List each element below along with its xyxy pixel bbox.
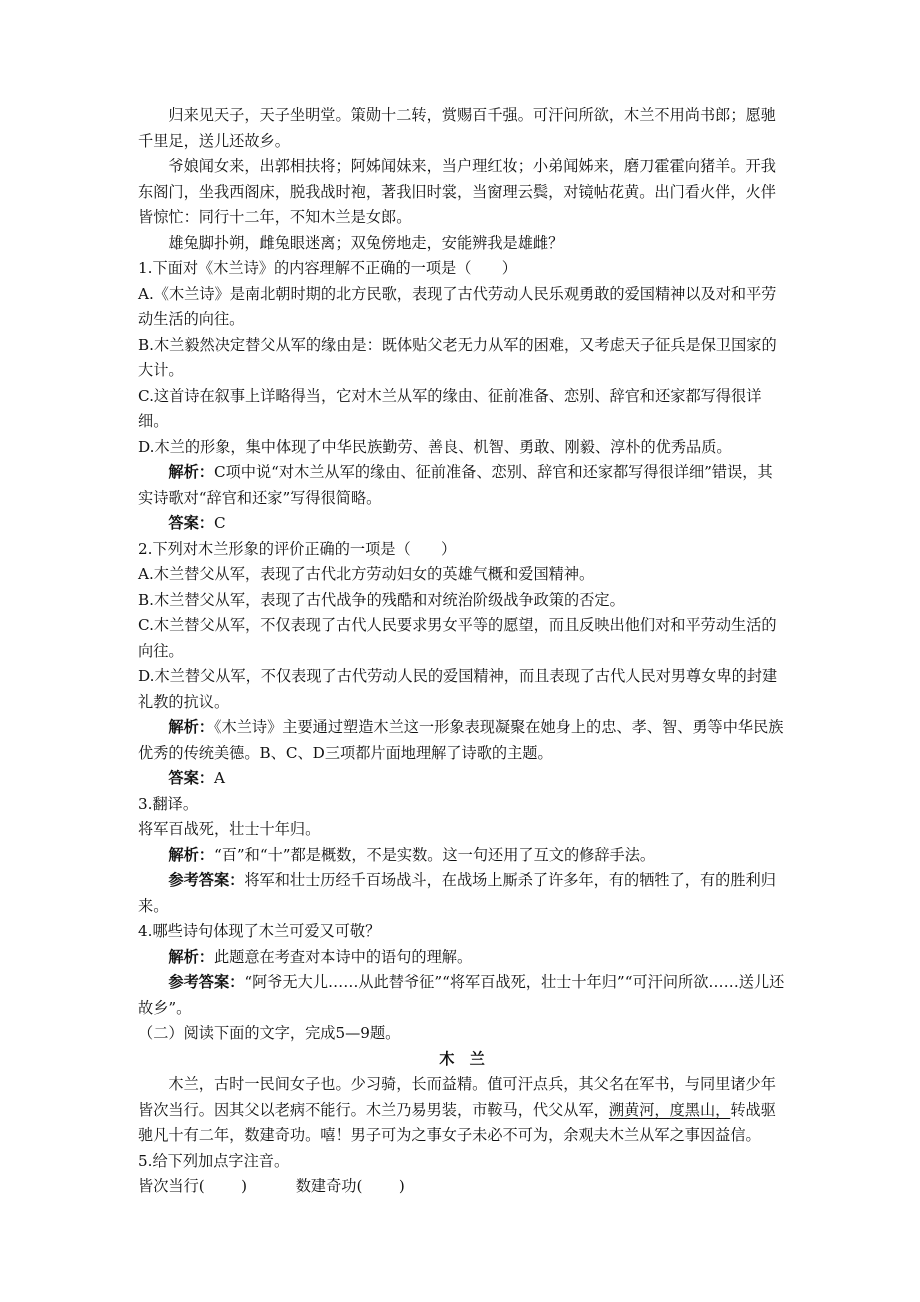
ref-answer-label: 参考答案： [168,871,245,889]
question-3-analysis-text: “百”和“十”都是概数，不是实数。这一句还用了互文的修辞手法。 [213,845,656,864]
analysis-label: 解析： [168,463,214,481]
question-2-option-a: A.木兰替父从军，表现了古代北方劳动妇女的英雄气概和爱国精神。 [138,565,595,583]
question-5-stem: 5.给下列加点字注音。 [138,1151,290,1170]
question-1-stem: 1.下面对《木兰诗》的内容理解不正确的一项是（ ） [138,259,517,277]
question-2-analysis [138,715,786,766]
question-3-ref-answer-text: 将军和壮士历经千百场战斗，在战场上厮杀了许多年，有的牺牲了，有的胜利归来。 [138,871,776,915]
question-2-option-d: D.木兰替父从军，不仅表现了古代劳动人民的爱国精神，而且表现了古代人民对男尊女卑的封建礼教的抗议。 [138,667,778,711]
question-4-stem: 4.哪些诗句体现了木兰可爱又可敬？ [138,922,381,940]
question-2-answer-text: A [213,769,225,787]
question-2-option-b: B.木兰替父从军，表现了古代战争的残酷和对统治阶级战争政策的否定。 [138,590,625,609]
passage-text-after: 转战驱驰凡十有二年，数建奇功。嘻！男子可为之事女子未必不可为，余观夫木兰从军之事因益信。 [138,1100,776,1144]
question-1-answer-text: C [213,514,226,532]
question-3-sentence: 将军百战死，壮士十年归。 [138,820,321,838]
passage-title: 木兰 [439,1049,500,1068]
question-2-stem: 2.下列对木兰形象的评价正确的一项是（ ） [138,539,457,558]
question-1-option-a: A.《木兰诗》是南北朝时期的北方民歌，表现了古代劳动人民乐观勇敢的爱国精神以及对和平劳动生活的向往。 [138,284,777,328]
question-4-ref-answer [138,970,786,1021]
question-2-analysis-text: 《木兰诗》主要通过塑造木兰这一形象表现凝聚在她身上的忠、孝、智、勇等中华民族优秀的传统美德。B、C、D三项都片面地理解了诗歌的主题。 [138,718,784,762]
answer-label: 答案： [168,514,214,532]
question-1-answer [138,511,786,537]
question-5-items [138,1174,786,1200]
section-2-heading: （二）阅读下面的文字，完成5—9题。 [138,1024,401,1042]
question-5-item-2: 数建奇功( [295,1177,363,1195]
question-1-analysis-text: C项中说“对木兰从军的缘由、征前准备、恋别、辞官和还家都写得很详细”错误，其实诗歌对“辞官和还家”写得很简略。 [138,463,773,507]
passage-text [138,1072,786,1149]
question-3-ref-answer [138,868,786,919]
analysis-label: 解析： [168,845,214,864]
question-2-answer [138,766,786,792]
question-1-option-c: C.这首诗在叙事上详略得当，它对木兰从军的缘由、征前准备、恋别、辞官和还家都写得很详细。 [138,386,762,430]
poem-paragraph-3: 雄兔脚扑朔，雌兔眼迷离；双兔傍地走，安能辨我是雄雌？ [168,233,564,252]
question-3-stem: 3.翻译。 [138,794,199,813]
question-3-analysis [138,843,786,869]
question-4-ref-answer-text: “阿爷无大儿……从此替爷征”“将军百战死，壮士十年归”“可汗问所欲……送儿还故乡”。 [138,973,785,1017]
answer-label: 答案： [168,769,214,787]
question-4-analysis [138,945,786,971]
analysis-label: 解析： [168,718,214,736]
question-1-option-d: D.木兰的形象，集中体现了中华民族勤劳、善良、机智、勇敢、刚毅、淳朴的优秀品质。 [138,437,732,456]
passage-underlined-text: 溯黄河，度黑山， [608,1100,731,1119]
question-1-option-b: B.木兰毅然决定替父从军的缘由是：既体贴父老无力从军的困难，又考虑天子征兵是保卫国家的大计。 [138,335,777,379]
question-2-option-c: C.木兰替父从军，不仅表现了古代人民要求男女平等的愿望，而且反映出他们对和平劳动生活的向往。 [138,616,777,660]
poem-paragraph-2: 爷娘闻女来，出郭相扶将；阿姊闻妹来，当户理红妆；小弟闻姊来，磨刀霍霍向猪羊。开我东阁门，坐我西阁床，脱我战时袍，著我旧时裳，当窗理云鬓，对镜帖花黄。出门看火伴，火伴皆惊忙：同行十二年，不知木兰是女郎。 [138,157,776,226]
ref-answer-label: 参考答案： [168,973,245,991]
poem-paragraph-1: 归来见天子，天子坐明堂。策勋十二转，赏赐百千强。可汗问所欲，木兰不用尚书郎；愿驰千里足，送儿还故乡。 [138,106,776,150]
close-paren: ) [398,1177,405,1195]
analysis-label: 解析： [168,947,214,966]
document-page [138,103,786,1200]
close-paren: ) [241,1177,248,1195]
question-1-analysis [138,460,786,511]
question-4-analysis-text: 此题意在考查对本诗中的语句的理解。 [213,947,473,966]
question-5-item-1: 皆次当行( [138,1177,205,1195]
passage-text-before: 木兰，古时一民间女子也。少习骑，长而益精。值可汗点兵，其父名在军书，与同里诸少年皆次当行。因其父以老病不能行。木兰乃易男装，市鞍马，代父从军， [138,1075,776,1119]
